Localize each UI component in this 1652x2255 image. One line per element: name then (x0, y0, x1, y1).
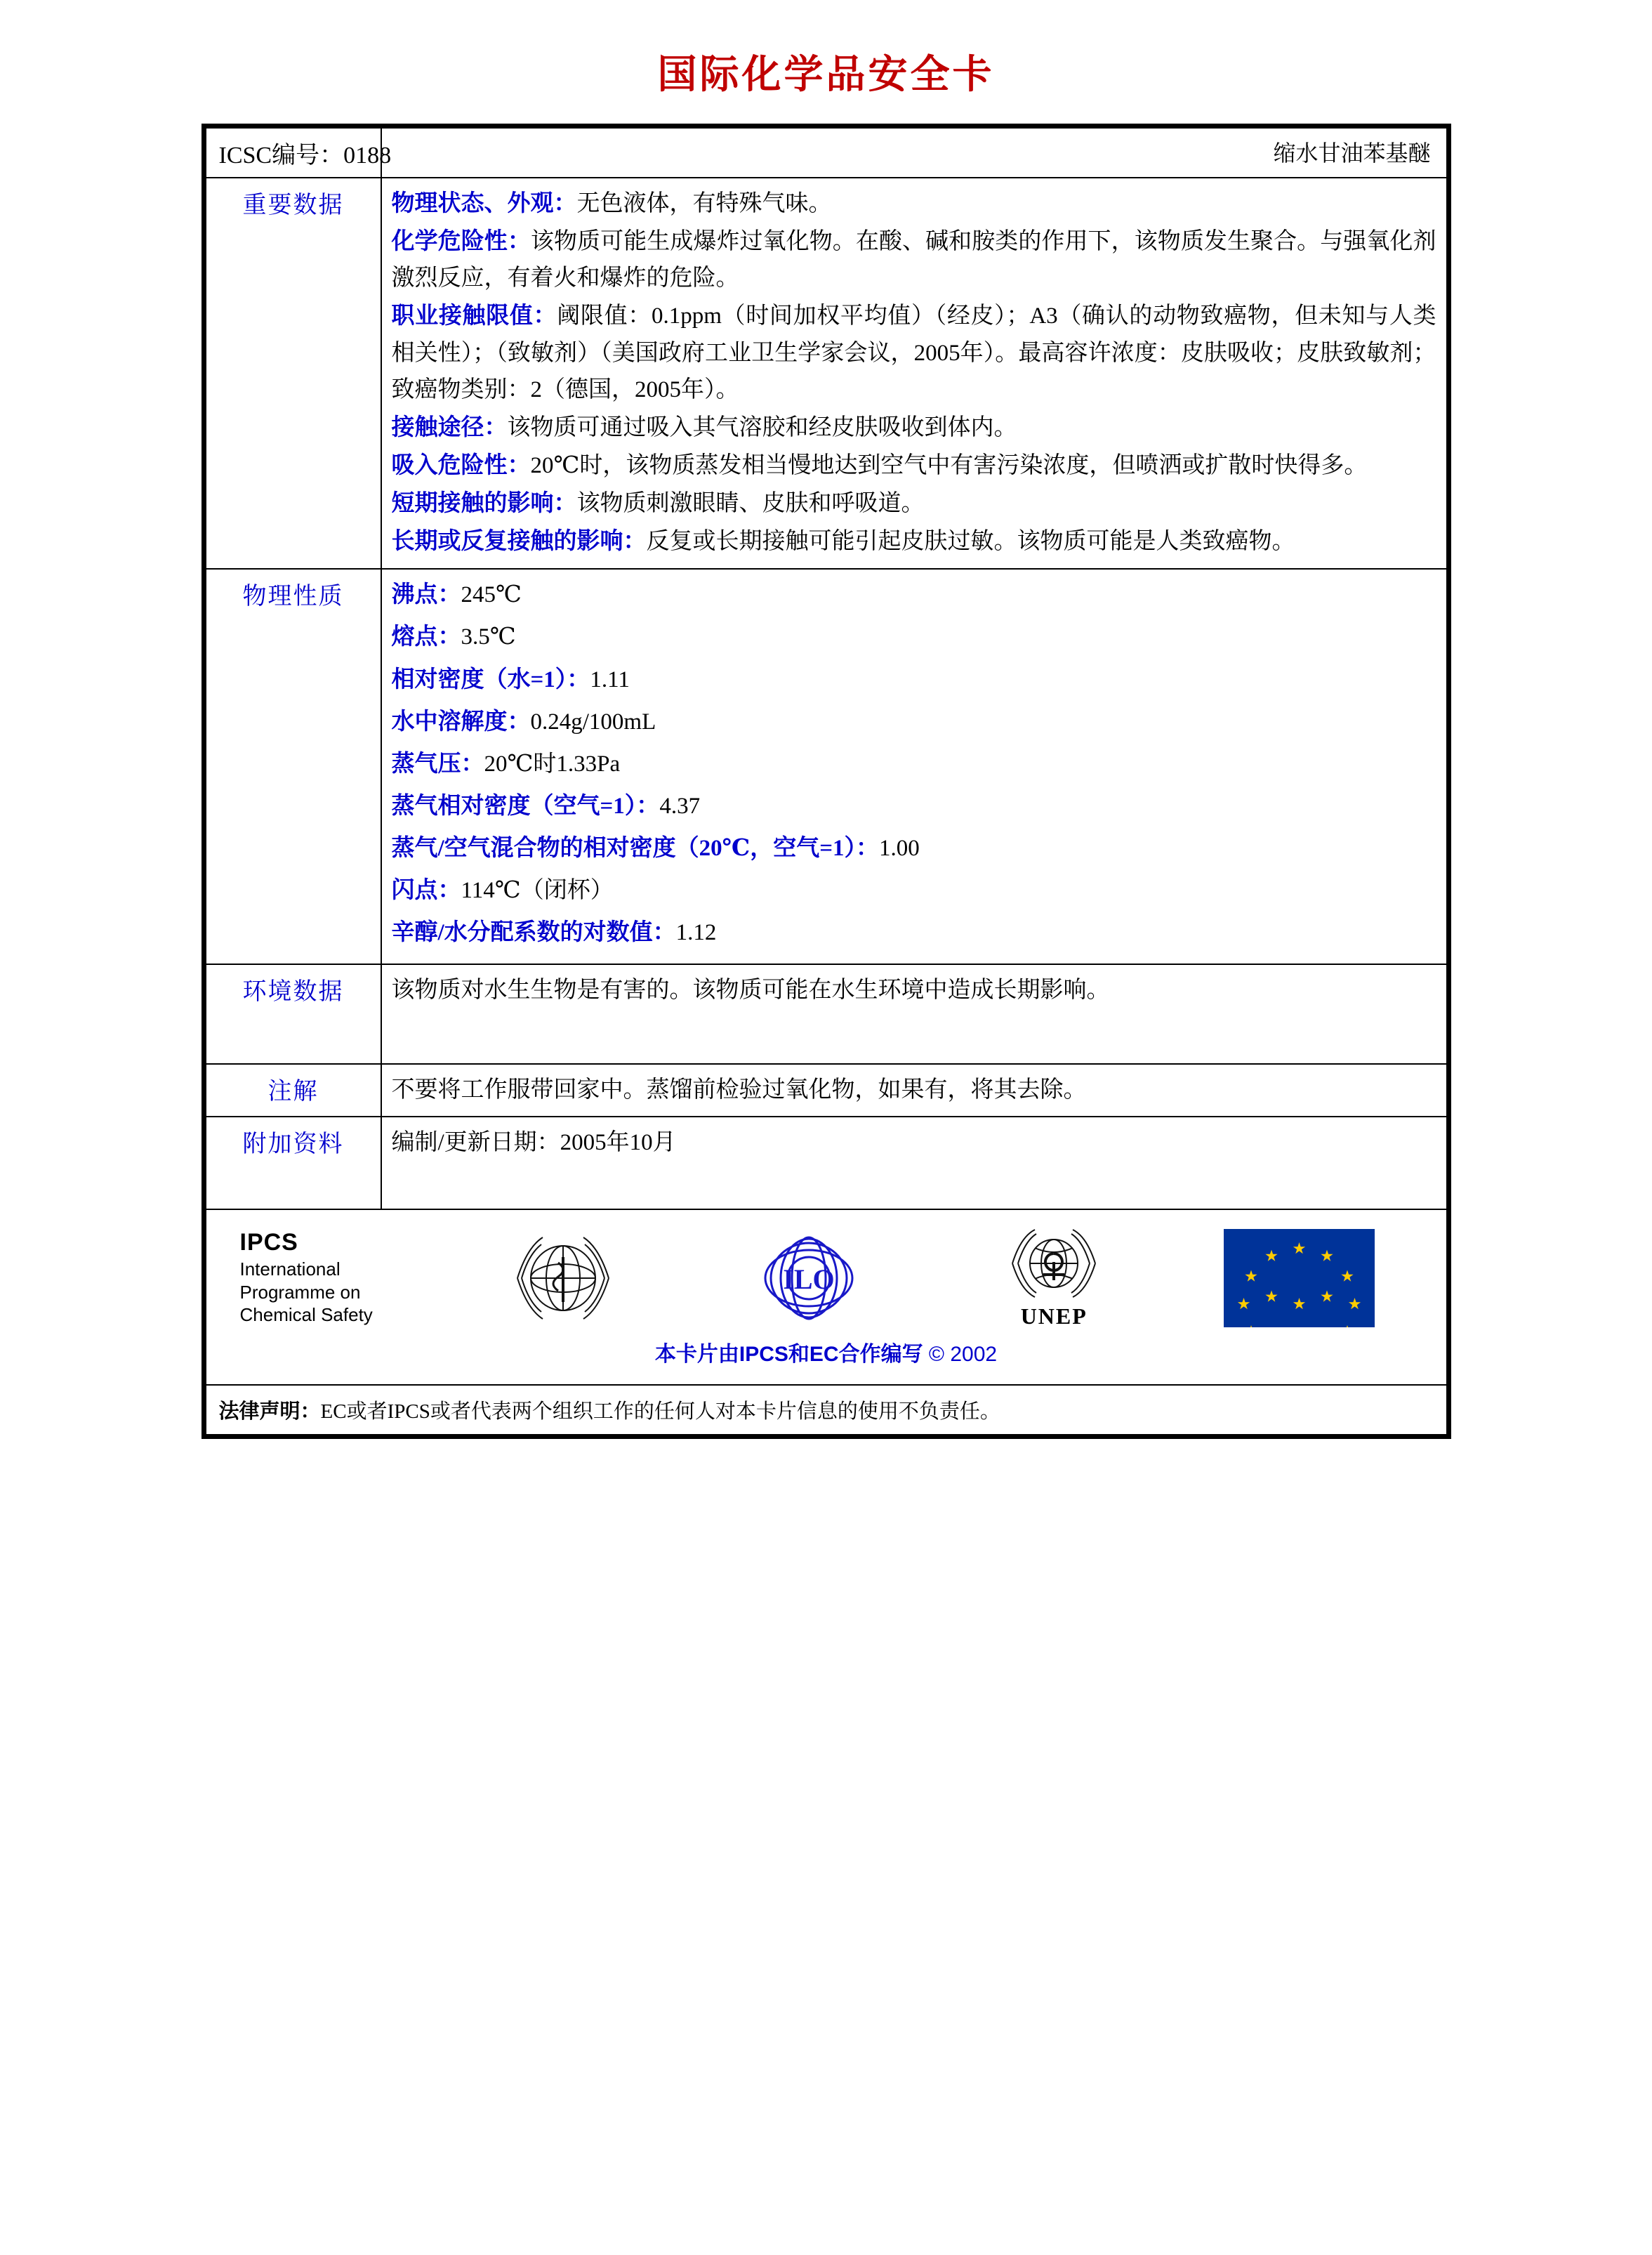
label-environmental-data: 环境数据 (206, 964, 381, 1064)
cooperation-text: 本卡片由IPCS和EC合作编写 (654, 1342, 923, 1366)
eu-flag-slot (1177, 1229, 1422, 1327)
ipcs-subtitle (240, 1258, 441, 1327)
row-additional-info (206, 1117, 1447, 1209)
row-legal-notice (206, 1385, 1447, 1435)
prop-logpow (392, 914, 1436, 951)
label-important-data: 重要数据 (206, 178, 381, 569)
item-short-term-effects (392, 485, 1436, 522)
prop-label: 辛醇/水分配系数的对数值： (391, 920, 676, 946)
prop-vapour-relative-density (392, 788, 1436, 824)
prop-label: 蒸气/空气混合物的相对密度（20℃，空气=1）： (391, 836, 880, 861)
prop-melting-point (392, 619, 1436, 655)
cooperation-note (216, 1334, 1436, 1377)
row-logos (206, 1209, 1447, 1385)
item-inhalation-risk (392, 447, 1436, 484)
icsc-number: 0188 (343, 143, 392, 169)
content-additional-info: 编制/更新日期：2005年10月 (381, 1117, 1447, 1209)
label-physical-properties: 物理性质 (206, 569, 381, 964)
row-environmental-data (206, 964, 1447, 1064)
page (0, 44, 1652, 1439)
item-routes-of-exposure (392, 409, 1436, 446)
footer-logos-cell (206, 1209, 1447, 1385)
svg-text:ILO: ILO (783, 1263, 835, 1295)
safety-card (201, 124, 1451, 1439)
icsc-number-cell (206, 128, 392, 178)
prop-vapour-pressure (392, 746, 1436, 782)
item-label: 长期或反复接触的影响： (391, 529, 647, 555)
safety-card-table (205, 127, 1448, 1435)
item-text: 该物质可通过吸入其气溶胶和经皮肤吸收到体内。 (507, 414, 1017, 440)
prop-value: 1.00 (879, 836, 920, 861)
item-text: 20℃时，该物质蒸发相当慢地达到空气中有害污染浓度，但喷洒或扩散时快得多。 (530, 452, 1368, 478)
prop-label: 相对密度（水=1）： (391, 666, 590, 692)
item-occupational-limits (392, 298, 1436, 407)
prop-label: 沸点： (391, 582, 461, 608)
icsc-label: ICSC编号： (218, 143, 344, 169)
eu-flag (1224, 1229, 1375, 1327)
ipcs-subtitle-line3: Chemical Safety (239, 1304, 373, 1326)
prop-value: 245℃ (461, 582, 522, 608)
item-chemical-hazards (392, 223, 1436, 296)
label-additional-info: 附加资料 (206, 1117, 381, 1209)
item-text: 阈限值：0.1ppm（时间加权平均值）（经皮）；A3（确认的动物致癌物，但未知与人类相关性）；（致敏剂）（美国政府工业卫生学家会议，2005年）。最高容许浓度：皮肤吸收；皮肤致敏剂；致癌物类别：2（德国，2005年）。 (391, 303, 1436, 402)
page-title: 国际化学品安全卡 (657, 53, 995, 97)
prop-water-solubility (392, 704, 1436, 740)
prop-vapour-air-mixture-density (392, 830, 1436, 867)
logos-row (216, 1217, 1436, 1334)
prop-value: 20℃时1.33Pa (484, 751, 621, 777)
item-text: 该物质刺激眼睛、皮肤和呼吸道。 (576, 491, 925, 516)
prop-label: 熔点： (391, 624, 461, 650)
ilo-logo (753, 1232, 865, 1324)
item-label: 接触途径： (391, 414, 508, 440)
content-notes: 不要将工作服带回家中。蒸馏前检验过氧化物，如果有，将其去除。 (381, 1064, 1447, 1116)
content-important-data (381, 178, 1447, 569)
ipcs-block (230, 1229, 441, 1327)
item-label: 化学危险性： (391, 229, 531, 255)
unep-label: UNEP (1020, 1303, 1088, 1329)
ipcs-subtitle-line2: Programme on (239, 1281, 361, 1303)
prop-relative-density (392, 662, 1436, 698)
prop-label: 蒸气相对密度（空气=1）： (391, 793, 660, 819)
item-text: 反复或长期接触可能引起皮肤过敏。该物质可能是人类致癌物。 (646, 529, 1295, 555)
prop-value: 114℃（闭杯） (461, 878, 614, 904)
who-logo (510, 1229, 616, 1327)
prop-value: 3.5℃ (461, 624, 516, 650)
prop-label: 闪点： (391, 878, 461, 904)
prop-value: 1.12 (675, 920, 717, 946)
item-label: 职业接触限值： (391, 303, 557, 329)
prop-value: 4.37 (659, 793, 701, 819)
prop-boiling-point (392, 577, 1436, 613)
prop-flash-point (392, 872, 1436, 909)
card-header-row (206, 128, 1447, 178)
ipcs-title: IPCS (239, 1229, 298, 1256)
row-notes (206, 1064, 1447, 1116)
item-long-term-effects (392, 523, 1436, 560)
content-physical-properties (381, 569, 1447, 964)
item-text: 该物质可能生成爆炸过氧化物。在酸、碱和胺类的作用下，该物质发生聚合。与强氧化剂激烈反应，有着火和爆炸的危险。 (391, 229, 1436, 291)
unep-logo-slot (932, 1227, 1177, 1329)
item-label: 物理状态、外观： (391, 191, 577, 216)
prop-label: 蒸气压： (391, 751, 484, 777)
content-environmental-data: 该物质对水生生物是有害的。该物质可能在水生环境中造成长期影响。 (381, 964, 1447, 1064)
legal-text: EC或者IPCS或者代表两个组织工作的任何人对本卡片信息的使用不负责任。 (320, 1400, 1000, 1423)
ipcs-subtitle-line1: International (239, 1258, 341, 1280)
copyright-text: © 2002 (928, 1342, 998, 1366)
item-physical-appearance (392, 185, 1436, 222)
item-label: 短期接触的影响： (391, 491, 577, 516)
item-label: 吸入危险性： (391, 452, 531, 478)
who-logo-slot (441, 1229, 687, 1327)
row-important-data (206, 178, 1447, 569)
unep-emblem-icon (1001, 1227, 1106, 1304)
row-physical-properties (206, 569, 1447, 964)
legal-notice (206, 1385, 1447, 1435)
prop-label: 水中溶解度： (391, 709, 531, 735)
prop-value: 0.24g/100mL (530, 709, 656, 735)
item-text: 无色液体，有特殊气味。 (576, 191, 832, 216)
label-notes: 注解 (206, 1064, 381, 1116)
ilo-logo-slot (686, 1232, 932, 1324)
legal-label: 法律声明： (218, 1400, 321, 1423)
prop-value: 1.11 (590, 666, 630, 692)
chemical-name-cell: 缩水甘油苯基醚 (381, 128, 1447, 178)
